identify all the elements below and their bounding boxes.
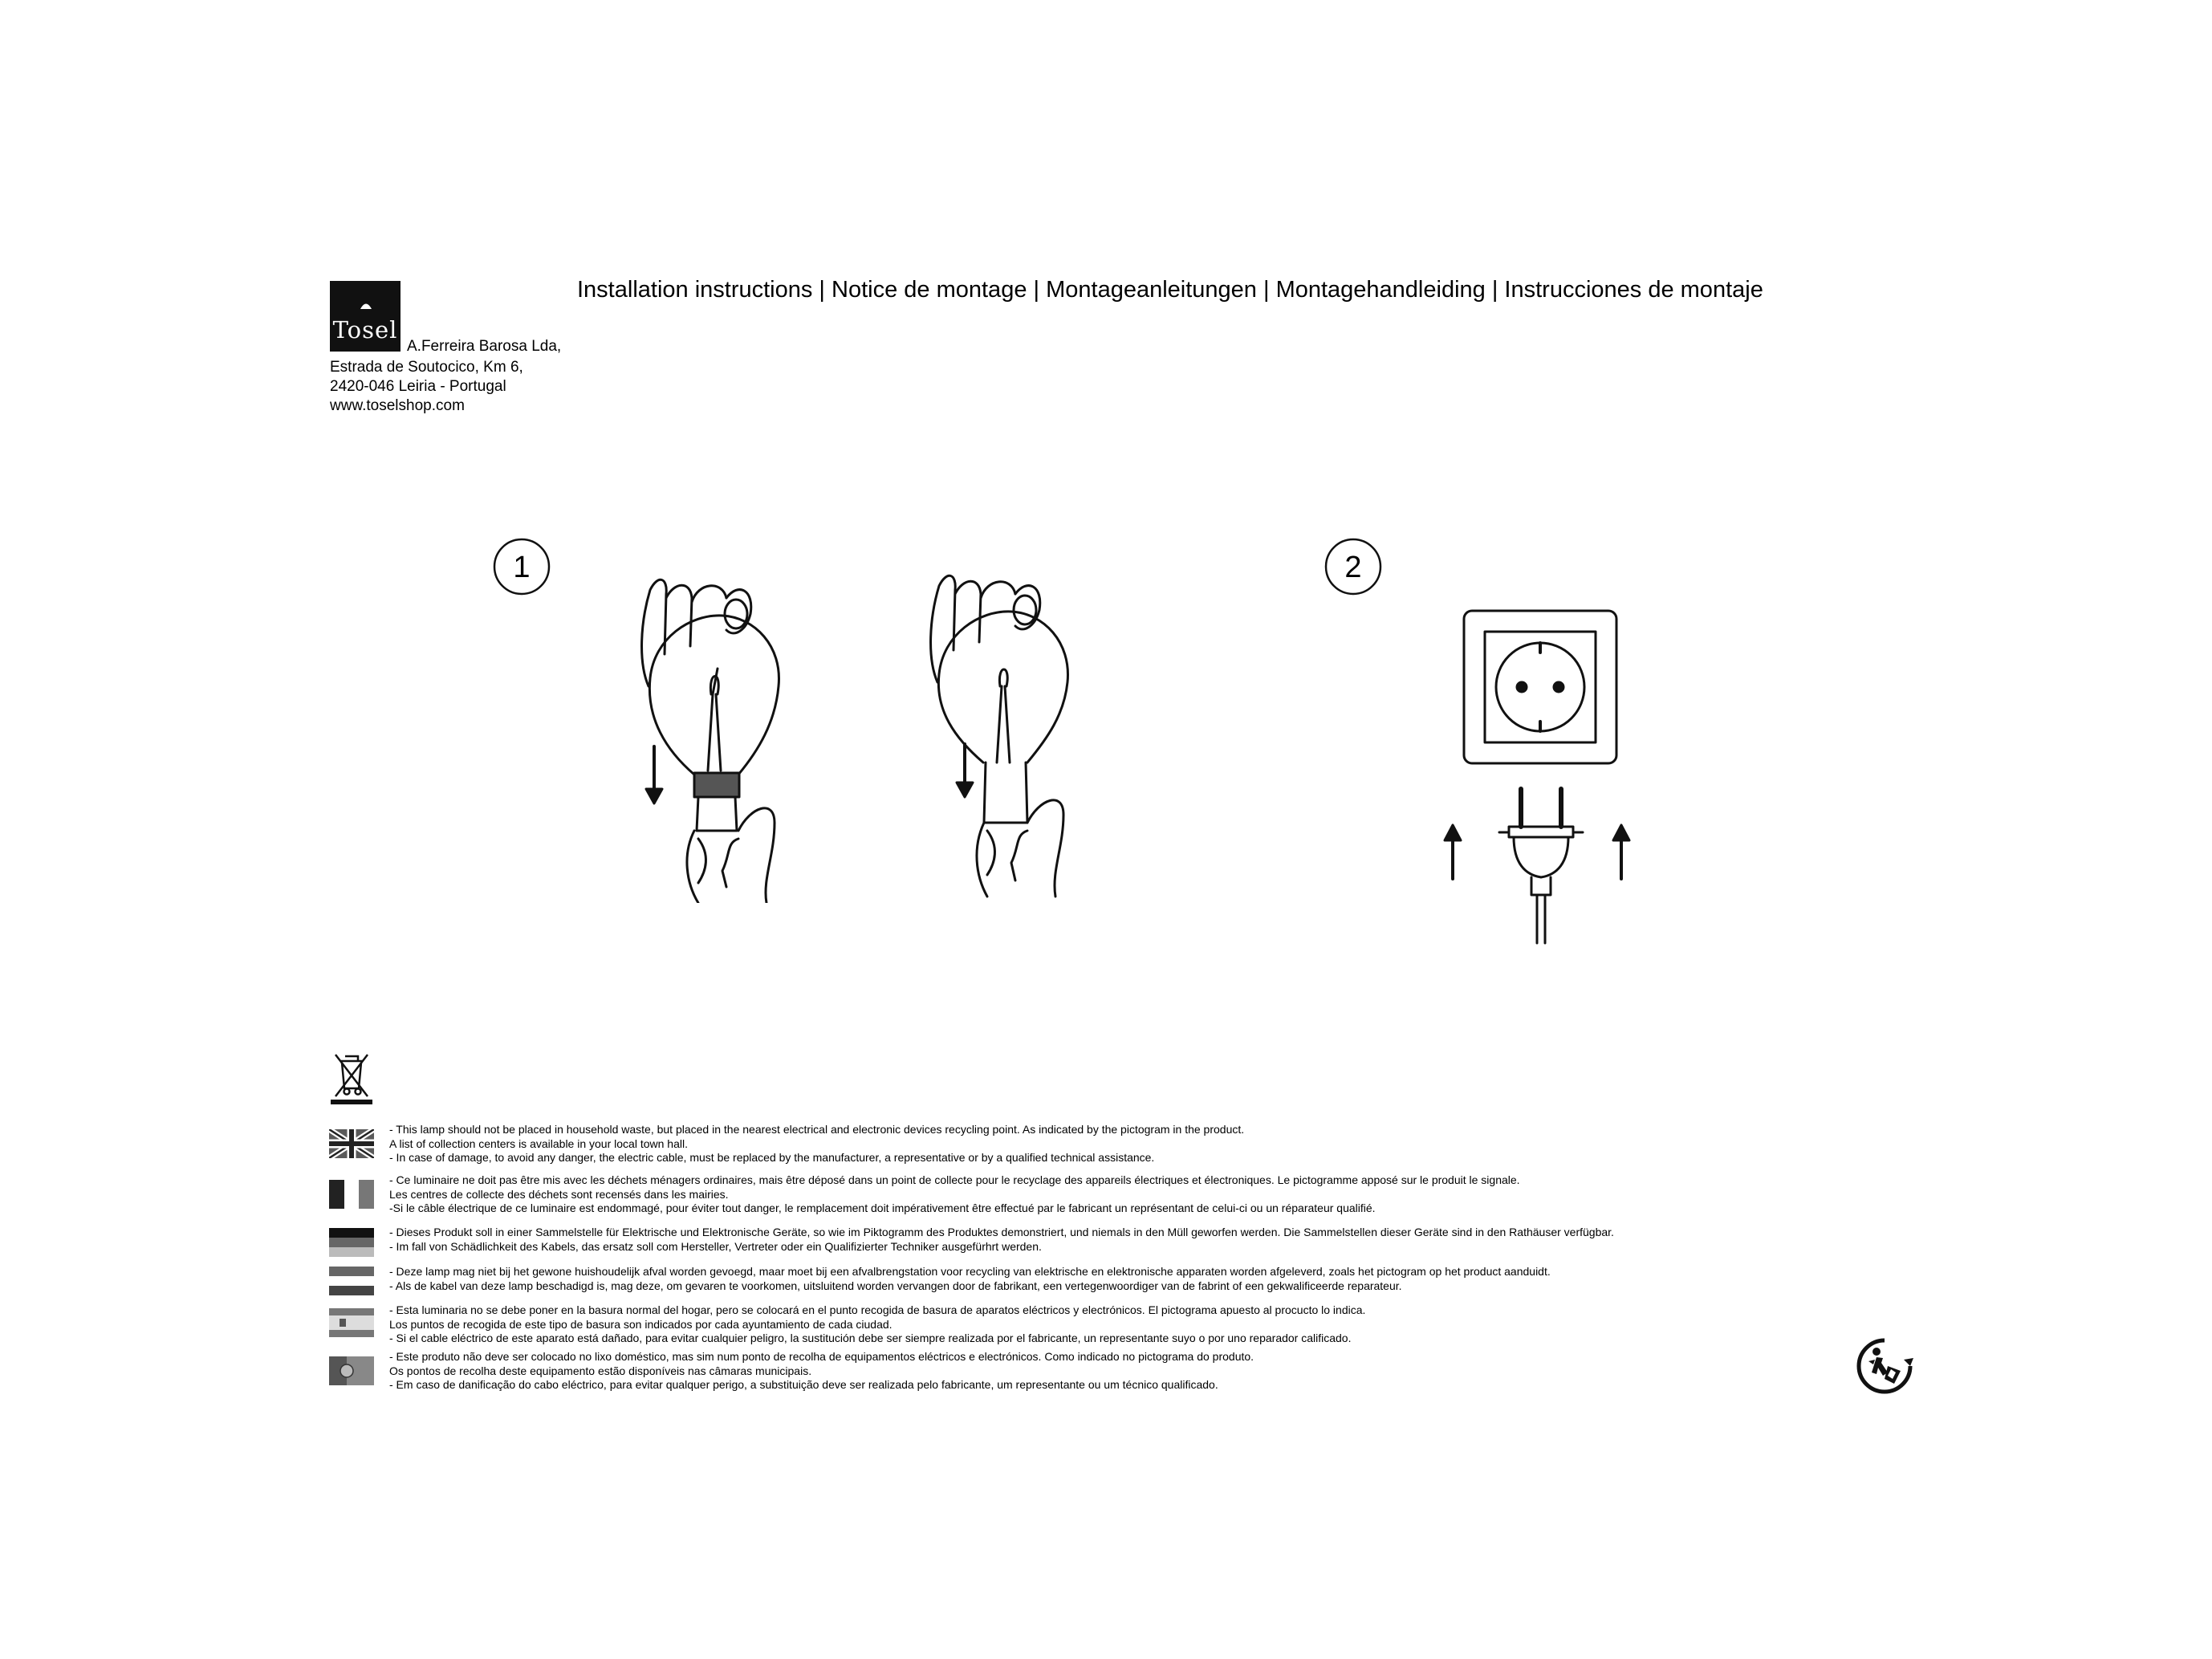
portugal-flag-icon <box>329 1356 374 1385</box>
step-2-marker <box>1323 536 1384 597</box>
company-city: 2420-046 Leiria - Portugal <box>330 378 506 395</box>
germany-flag-icon <box>329 1228 374 1257</box>
disposal-line: - Im fall von Schädlichkeit des Kabels, das ersatz soll com Hersteller, Vertreter oder ein Qualifizierter Techniker ausgefürhrt werden. <box>389 1239 1042 1253</box>
disposal-text-es <box>389 1303 1365 1346</box>
step-1-number: 1 <box>513 551 531 584</box>
disposal-text-de <box>389 1226 1614 1254</box>
page-title: Installation instructions | Notice de montage | Montageanleitungen | Montagehandleiding | Instrucciones de montaje <box>577 277 1763 303</box>
uk-flag-icon <box>329 1129 374 1158</box>
netherlands-flag-icon <box>329 1267 374 1295</box>
disposal-line: - Dieses Produkt soll in einer Sammelstelle für Elektrische und Elektronische Geräte, so wie im Piktogramm des Produktes demonstriert, und niemals in den Müll geworfen werden. Die Sammelstellen dieser Geräte sind in den Rathäuser verfügbar. <box>389 1226 1614 1238</box>
step-2-number: 2 <box>1344 551 1362 584</box>
lamp-icon <box>359 300 373 310</box>
disposal-line: - This lamp should not be placed in household waste, but placed in the nearest electrical and electronic devices recycling point. As indicated by the pictogram in the product. <box>389 1123 1245 1136</box>
disposal-text-pt <box>389 1350 1254 1393</box>
step-2-unplug-illustration <box>1429 606 1637 951</box>
disposal-text-nl <box>389 1265 1551 1293</box>
disposal-line: - Este produto não deve ser colocado no lixo doméstico, mas sim num ponto de recolha de equipamentos eléctricos e electrónicos. Como indicado no pictograma do produto. <box>389 1350 1254 1363</box>
disposal-line: Los puntos de recogida de este tipo de basura son indicados por cada ayuntamiento de cada ciudad. <box>389 1317 893 1331</box>
france-flag-icon <box>329 1180 374 1209</box>
logo-text: Tosel <box>332 316 398 344</box>
disposal-line: - In case of damage, to avoid any danger, the electric cable, must be replaced by the manufacturer, a representative or by a qualified technical assistance. <box>389 1151 1155 1164</box>
disposal-line: - Deze lamp mag niet bij het gewone huishoudelijk afval worden gevoegd, maar moet bij een afvalbrengstation voor recycling van elektrische en elektronische apparaten worden afgeleverd, zoals het pictogram op het product aanduidt. <box>389 1265 1551 1278</box>
disposal-text-fr <box>389 1173 1520 1216</box>
disposal-line: - Als de kabel van deze lamp beschadigd is, mag deze, om gevaren te voorkomen, uitsluitend worden vervangen door de fabrikant, een vertegenwoordiger van de fabrint of een gekwalificeerde reparateur. <box>389 1279 1402 1292</box>
disposal-line: - Ce luminaire ne doit pas être mis avec les déchets ménagers ordinaires, mais être déposé dans un point de collecte pour le recyclage des appareils électriques et électroniques. Le pictogramme apposé sur le produit le signale. <box>389 1173 1520 1186</box>
company-name: A.Ferreira Barosa Lda, <box>407 338 562 355</box>
spain-flag-icon <box>329 1308 374 1337</box>
disposal-line: -Si le câble électrique de ce luminaire est endommagé, pour éviter tout danger, le remplacement doit impérativement être effectué par le fabricant un représentant de celui-ci ou un réparateur qualifié. <box>389 1202 1376 1214</box>
step-1-bulb-removal-illustration-b <box>907 566 1092 903</box>
disposal-line: - Si el cable eléctrico de este aparato está dañado, para evitar cualquier peligro, la sustitución debe ser siempre realizada por el fabricante, un representante suyo o por uno reparador calificado. <box>389 1332 1352 1344</box>
triman-recycling-icon <box>1856 1337 1913 1395</box>
disposal-line: Os pontos de recolha deste equipamento estão disponíveis nas câmaras municipais. <box>389 1364 812 1377</box>
disposal-line: Les centres de collecte des déchets sont recensés dans les mairies. <box>389 1187 729 1201</box>
crossed-out-wheelie-bin-icon <box>329 1050 374 1106</box>
disposal-line: - Em caso de danificação do cabo eléctrico, para evitar qualquer perigo, a substituição deve ser realizada pelo fabricante, um representante ou um técnico qualificado. <box>389 1378 1218 1391</box>
company-website[interactable]: www.toselshop.com <box>330 397 465 414</box>
tosel-logo <box>330 281 401 352</box>
disposal-line: - Esta luminaria no se debe poner en la basura normal del hogar, pero se colocará en el punto recogida de basura de aparatos eléctricos y electrónicos. El pictograma apuesto al procucto lo indica. <box>389 1303 1366 1316</box>
disposal-line: A list of collection centers is available in your local town hall. <box>389 1136 688 1150</box>
step-1-bulb-removal-illustration-a <box>618 566 803 903</box>
step-1-marker <box>491 536 552 597</box>
disposal-text-en <box>389 1123 1244 1165</box>
company-street: Estrada de Soutocico, Km 6, <box>330 359 523 376</box>
